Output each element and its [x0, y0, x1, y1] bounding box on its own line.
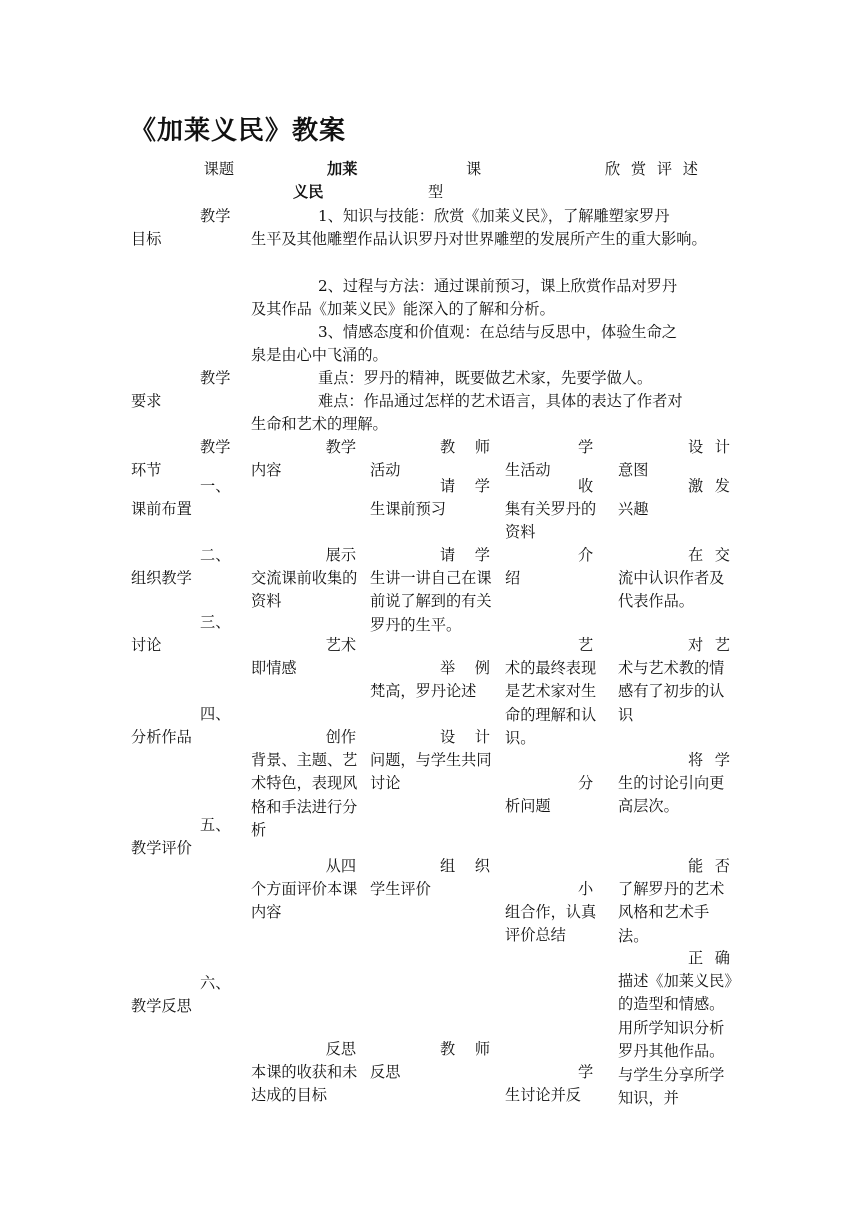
lesson-type-value: 欣 赏 评 述 — [605, 160, 698, 178]
step-4-line1: 四、 — [200, 705, 231, 723]
step-4-line2: 分析作品 — [131, 728, 192, 746]
intent-1-line2: 兴趣 — [618, 500, 649, 518]
intent-5-rest: 了解罗丹的艺术风格和艺术手法。 — [618, 880, 725, 945]
student-1-head: 收 — [578, 477, 594, 495]
key-point: 重点：罗丹的精神，既要做艺术家，先要学做人。 — [318, 369, 653, 387]
header-student-line1: 学 — [578, 438, 594, 456]
teacher-2-rest: 生讲一讲自己在课前说了解到的有关罗丹的生平。 — [370, 569, 492, 634]
step-3-line1: 三、 — [200, 613, 231, 631]
content-2-rest: 交流课前收集的资料 — [251, 569, 358, 611]
step-6-line1: 六、 — [200, 974, 231, 992]
content-5-head: 从四 — [325, 857, 356, 875]
student-5-head: 小 — [578, 880, 594, 898]
student-1-rest: 集有关罗丹的资料 — [505, 500, 597, 542]
teacher-3-head: 举 例 — [440, 659, 490, 677]
topic-name-line2: 义民 — [293, 183, 324, 201]
lesson-type-label-line1: 课 — [466, 160, 482, 178]
intent-1-head: 激 发 — [688, 477, 730, 495]
goal-1-tail: 生平及其他雕塑作品认识罗丹对世界雕塑的发展所产生的重大影响。 — [251, 230, 707, 248]
step-6-line2: 教学反思 — [131, 997, 192, 1015]
difficulty-tail: 生命和艺术的理解。 — [251, 415, 388, 433]
teacher-5-line2: 学生评价 — [370, 880, 431, 898]
student-5-rest: 组合作，认真评价总结 — [505, 903, 597, 945]
goals-label-line1: 教学 — [200, 207, 231, 225]
step-5-line2: 教学评价 — [131, 839, 192, 857]
goal-2-head: 2、过程与方法：通过课前预习，课上欣赏作品对罗丹 — [318, 277, 677, 295]
intent-3-head: 对 艺 — [688, 636, 730, 654]
header-teacher-line2: 活动 — [370, 461, 401, 479]
goal-2-tail: 及其作品《加莱义民》能深入的了解和分析。 — [251, 300, 555, 318]
header-step-line1: 教学 — [200, 438, 231, 456]
requirements-label-line2: 要求 — [131, 392, 162, 410]
student-3-rest: 术的最终表现是艺术家对生命的理解和认识。 — [505, 659, 597, 748]
goal-3-head: 3、情感态度和价值观：在总结与反思中，体验生命之 — [318, 323, 677, 341]
content-3-rest: 即情感 — [251, 659, 297, 677]
document-title: 《加莱义民》教案 — [130, 116, 347, 146]
content-3-head: 艺术 — [325, 636, 356, 654]
difficulty-head: 难点：作品通过怎样的艺术语言，具体的表达了作者对 — [318, 392, 683, 410]
content-5-rest: 个方面评价本课内容 — [251, 880, 358, 922]
goal-1-head: 1、知识与技能：欣赏《加莱义民》，了解雕塑家罗丹 — [318, 207, 670, 225]
student-6-line2: 生讨论并反 — [505, 1086, 581, 1104]
step-2-line2: 组织教学 — [131, 569, 192, 587]
step-3-line2: 讨论 — [131, 636, 162, 654]
intent-5-head: 能 否 — [688, 857, 730, 875]
teacher-2-head: 请 学 — [440, 546, 490, 564]
student-4-line2: 析问题 — [505, 797, 551, 815]
header-teacher-line1: 教 师 — [440, 438, 490, 456]
header-content-line1: 教学 — [325, 438, 356, 456]
student-6-head: 学 — [578, 1063, 594, 1081]
intent-2-rest: 流中认识作者及代表作品。 — [618, 569, 725, 611]
student-3-head: 艺 — [578, 636, 594, 654]
step-1-line2: 课前布置 — [131, 500, 192, 518]
header-intent-line2: 意图 — [618, 461, 649, 479]
teacher-6-head: 教 师 — [440, 1040, 490, 1058]
teacher-4-rest: 问题，与学生共同讨论 — [370, 751, 492, 793]
content-4-rest: 背景、主题、艺术特色，表现风格和手法进行分析 — [251, 751, 358, 840]
teacher-3-line2: 梵高，罗丹论述 — [370, 682, 477, 700]
content-4-head: 创作 — [325, 728, 356, 746]
topic-label: 课题 — [203, 160, 234, 178]
teacher-1-line2: 生课前预习 — [370, 500, 446, 518]
student-2-line2: 绍 — [505, 569, 521, 587]
goal-3-tail: 泉是由心中飞涌的。 — [251, 346, 388, 364]
step-1-line1: 一、 — [200, 477, 231, 495]
header-content-line2: 内容 — [251, 461, 282, 479]
content-6-head: 反思 — [325, 1040, 356, 1058]
header-intent-line1: 设 计 — [688, 438, 730, 456]
teacher-1-head: 请 学 — [440, 477, 490, 495]
teacher-6-line2: 反思 — [370, 1063, 401, 1081]
intent-4-rest: 生的讨论引向更高层次。 — [618, 774, 725, 816]
intent-2-head: 在 交 — [688, 546, 730, 564]
intent-6-rest: 描述《加莱义民》的造型和情感。用所学知识分析罗丹其他作品。与学生分享所学知识，并 — [618, 972, 732, 1108]
content-6-rest: 本课的收获和未达成的目标 — [251, 1063, 358, 1105]
lesson-type-label-line2: 型 — [428, 183, 444, 201]
student-4-head: 分 — [578, 774, 594, 792]
content-2-head: 展示 — [325, 546, 356, 564]
step-5-line1: 五、 — [200, 816, 231, 834]
requirements-label-line1: 教学 — [200, 369, 231, 387]
intent-3-rest: 术与艺术教的情感有了初步的认识 — [618, 659, 725, 724]
step-2-line1: 二、 — [200, 546, 231, 564]
header-step-line2: 环节 — [131, 461, 162, 479]
topic-name-line1: 加莱 — [327, 160, 358, 178]
student-2-head: 介 — [578, 546, 594, 564]
intent-6-head: 正 确 — [688, 949, 730, 967]
intent-4-head: 将 学 — [688, 751, 730, 769]
teacher-5-head: 组 织 — [440, 857, 490, 875]
teacher-4-head: 设 计 — [440, 728, 490, 746]
header-student-line2: 生活动 — [505, 461, 551, 479]
goals-label-line2: 目标 — [131, 230, 162, 248]
